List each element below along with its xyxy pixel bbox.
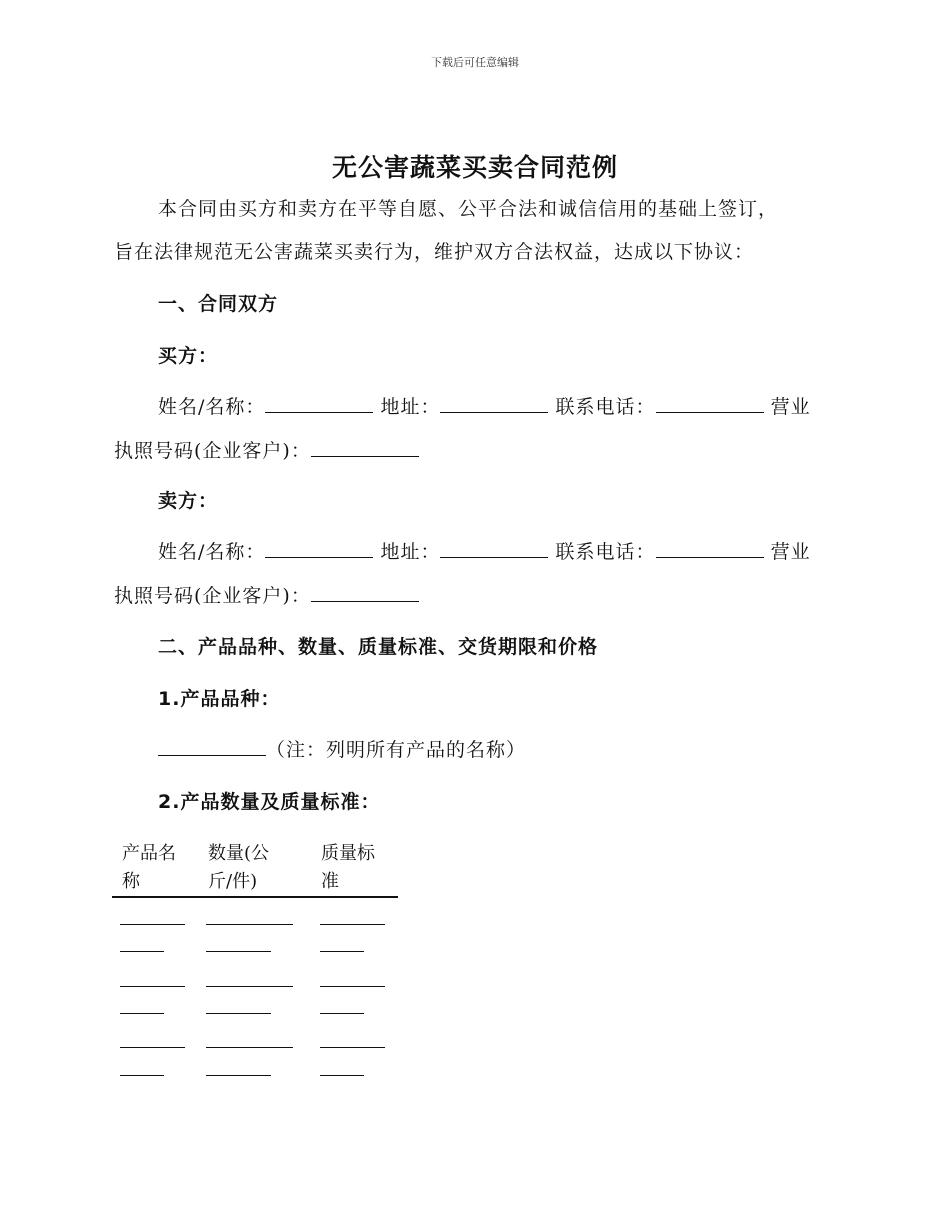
address-label: 地址： — [380, 396, 441, 418]
table-cell-blank[interactable] — [120, 1047, 185, 1048]
document-title: 无公害蔬菜买卖合同范例 — [331, 153, 618, 182]
table-cell-blank[interactable] — [206, 1047, 293, 1048]
buyer-fields-line-1 — [158, 392, 811, 419]
product-variety-blank[interactable] — [158, 737, 266, 756]
table-header-quantity: 数量(公斤/件) — [208, 843, 270, 892]
item-product-variety: 1.产品品种： — [158, 688, 281, 710]
table-cell-blank[interactable] — [120, 1075, 164, 1076]
table-cell-blank[interactable] — [120, 1013, 164, 1014]
table-header-quality: 质量标准 — [321, 843, 375, 892]
table-cell-blank[interactable] — [320, 1075, 364, 1076]
phone-label: 联系电话： — [555, 541, 656, 563]
table-cell-blank[interactable] — [120, 951, 164, 952]
name-label: 姓名/名称： — [158, 541, 266, 563]
buyer-fields-line-2 — [114, 436, 419, 463]
table-cell-blank[interactable] — [320, 1047, 385, 1048]
license-label-part2: 执照号码(企业客户)： — [114, 585, 311, 607]
item-quantity-quality: 2.产品数量及质量标准： — [158, 791, 381, 813]
seller-label: 卖方： — [158, 490, 219, 512]
section-heading-parties: 一、合同双方 — [158, 293, 279, 315]
name-label: 姓名/名称： — [158, 396, 266, 418]
table-cell-blank[interactable] — [206, 1013, 271, 1014]
buyer-label: 买方： — [158, 345, 219, 367]
seller-license-blank[interactable] — [311, 583, 419, 602]
product-variety-note: （注：列明所有产品的名称） — [266, 739, 527, 761]
table-cell-blank[interactable] — [120, 924, 185, 925]
table-header-product-name: 产品名称 — [122, 843, 176, 892]
table-cell-blank[interactable] — [206, 986, 293, 987]
table-cell-blank[interactable] — [120, 986, 185, 987]
seller-fields-line-1 — [158, 537, 811, 564]
table-cell-blank[interactable] — [206, 1075, 271, 1076]
license-label-part2: 执照号码(企业客户)： — [114, 440, 311, 462]
seller-address-blank[interactable] — [440, 539, 548, 558]
buyer-address-blank[interactable] — [440, 394, 548, 413]
table-cell-blank[interactable] — [206, 924, 293, 925]
buyer-license-blank[interactable] — [311, 438, 419, 457]
product-variety-line — [158, 735, 526, 762]
address-label: 地址： — [380, 541, 441, 563]
intro-line-1: 本合同由买方和卖方在平等自愿、公平合法和诚信信用的基础上签订， — [158, 198, 779, 220]
seller-name-blank[interactable] — [265, 539, 373, 558]
buyer-phone-blank[interactable] — [656, 394, 764, 413]
buyer-name-blank[interactable] — [265, 394, 373, 413]
section-heading-products: 二、产品品种、数量、质量标准、交货期限和价格 — [158, 636, 599, 658]
table-header-rule — [112, 896, 398, 898]
table-cell-blank[interactable] — [320, 986, 385, 987]
license-label-part1: 营业 — [770, 541, 811, 563]
license-label-part1: 营业 — [770, 396, 811, 418]
table-cell-blank[interactable] — [320, 924, 385, 925]
seller-phone-blank[interactable] — [656, 539, 764, 558]
seller-fields-line-2 — [114, 581, 419, 608]
intro-line-2: 旨在法律规范无公害蔬菜买卖行为，维护双方合法权益，达成以下协议： — [114, 241, 755, 263]
phone-label: 联系电话： — [555, 396, 656, 418]
header-note: 下载后可任意编辑 — [431, 56, 519, 69]
table-cell-blank[interactable] — [320, 1013, 364, 1014]
table-cell-blank[interactable] — [320, 951, 364, 952]
table-cell-blank[interactable] — [206, 951, 271, 952]
